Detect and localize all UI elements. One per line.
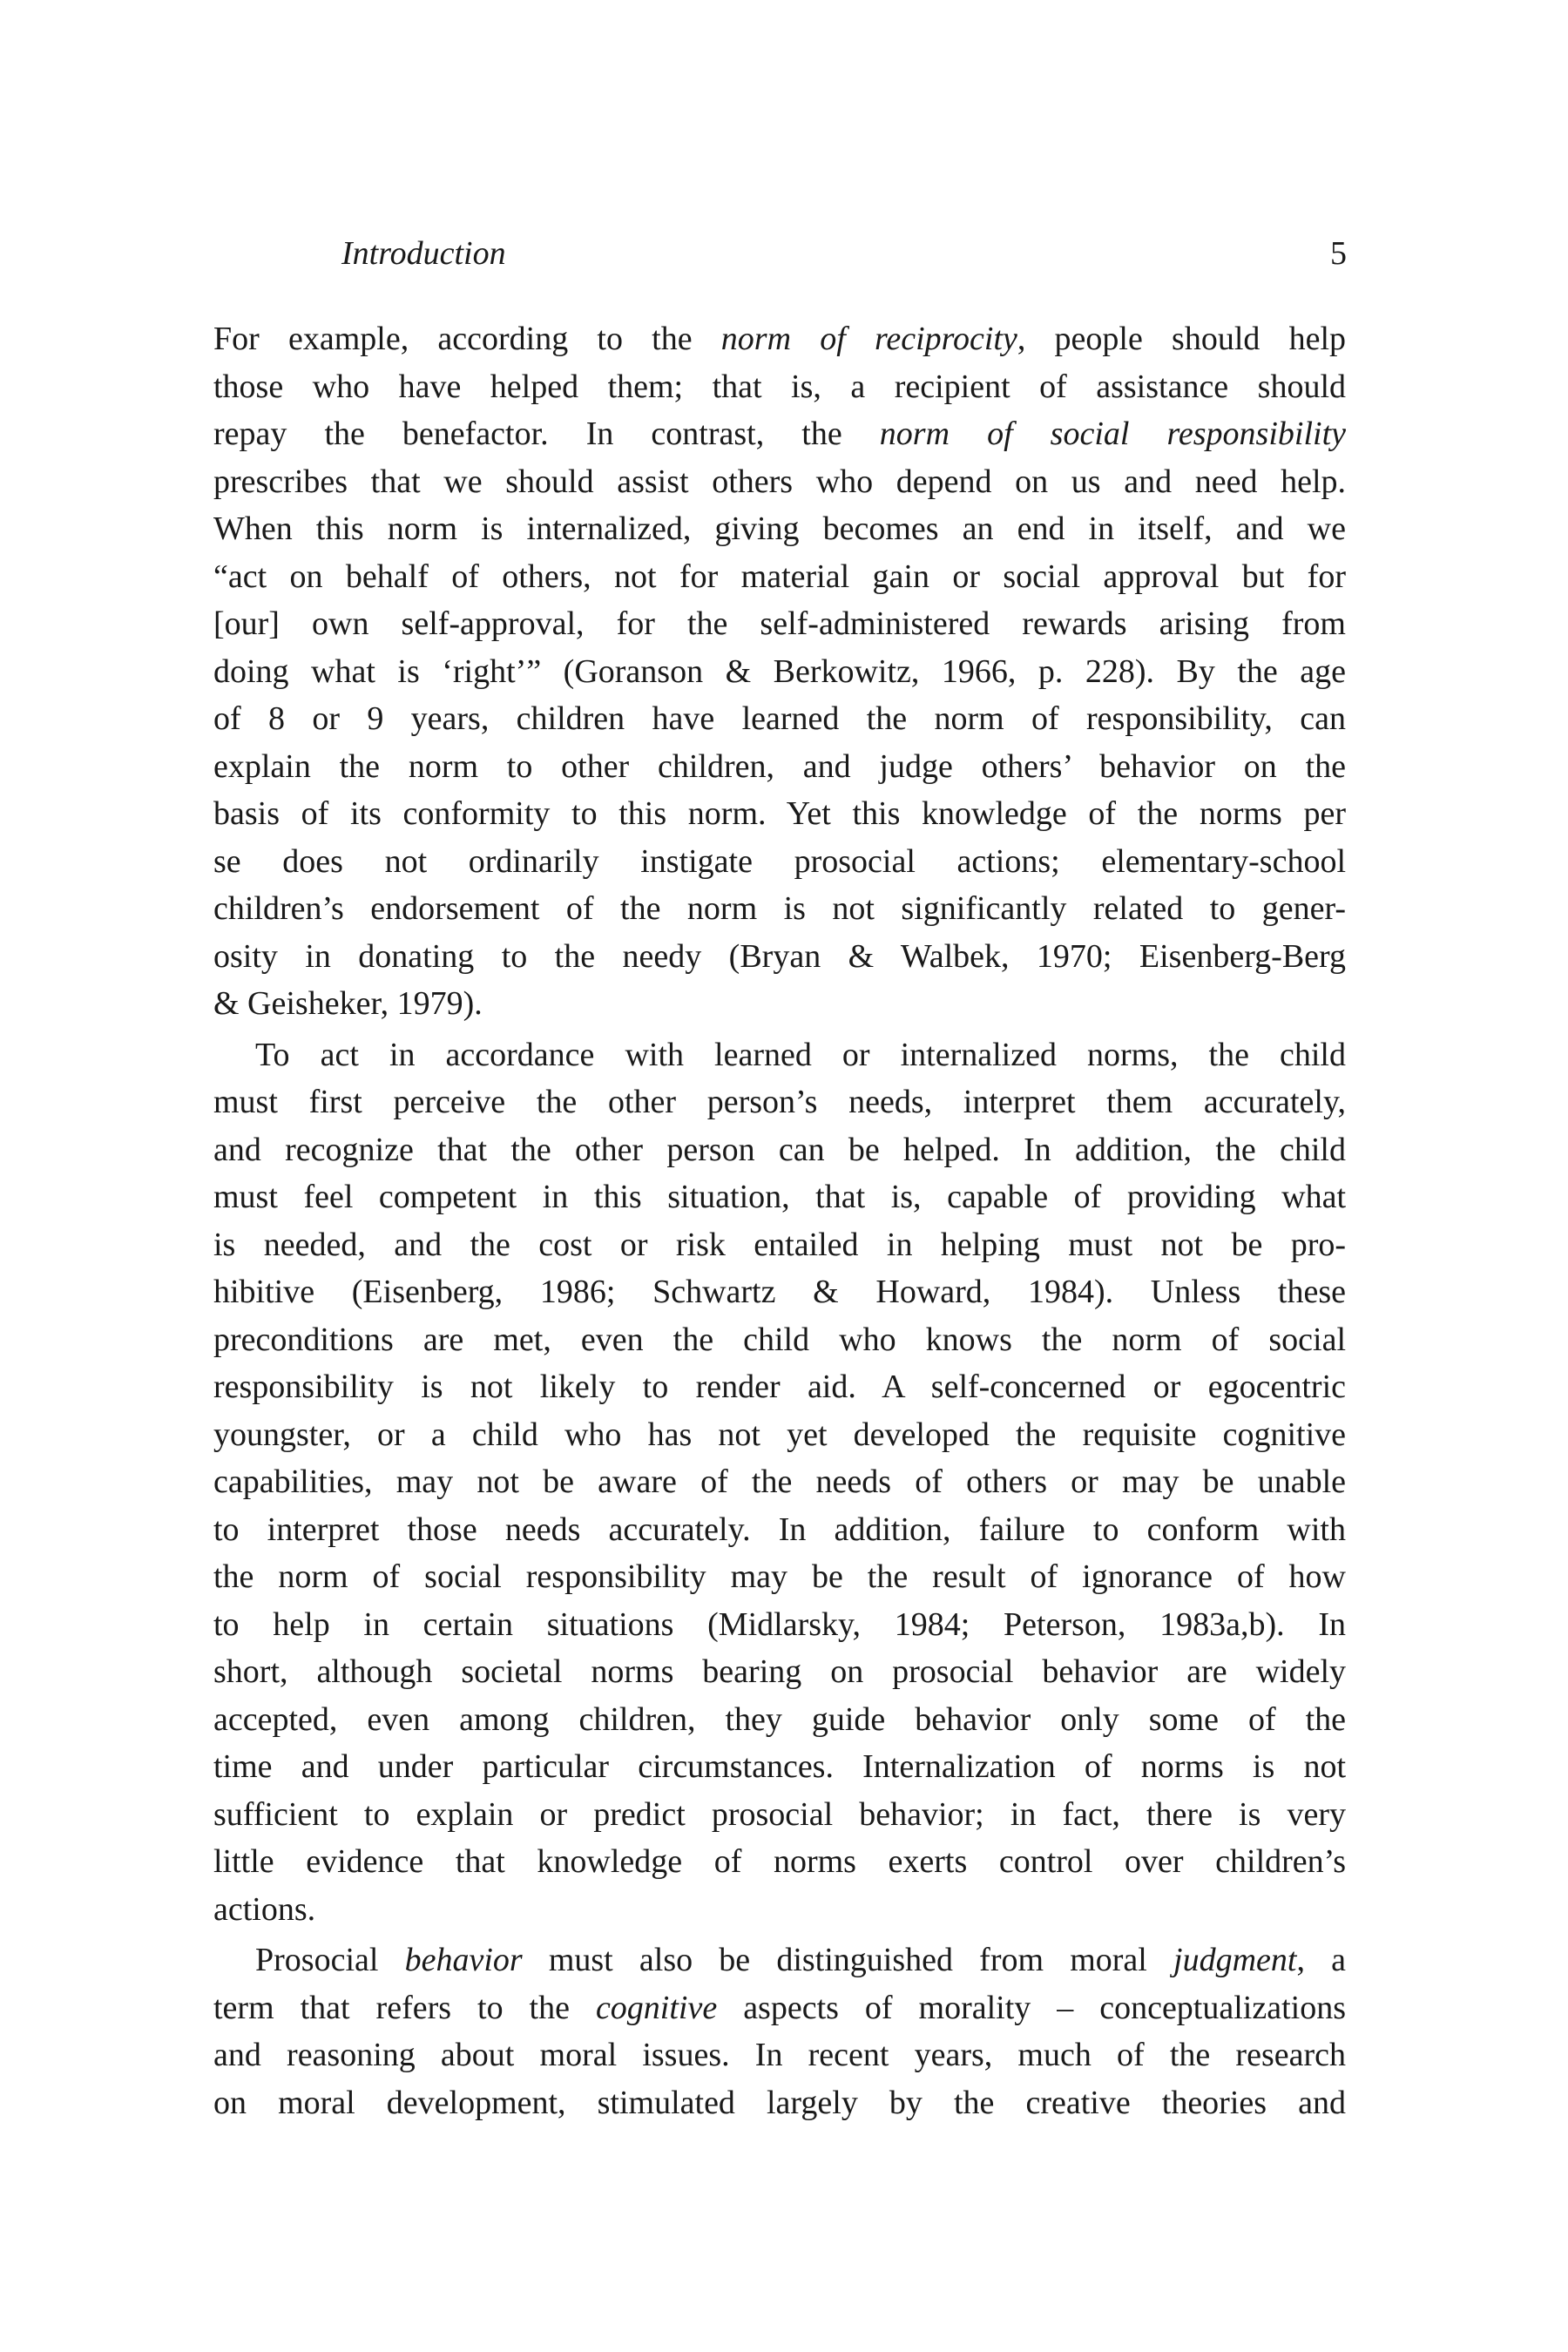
text-segment: those who have helped them; that is, a recipient of assistance should bbox=[213, 368, 1346, 405]
text-segment: responsibility is not likely to render aid. A self-concerned or egocentric bbox=[213, 1369, 1346, 1405]
text-line bbox=[213, 1126, 1346, 1174]
text-line bbox=[213, 1696, 1346, 1744]
text-line bbox=[213, 1363, 1346, 1411]
text-line bbox=[213, 1173, 1346, 1221]
text-segment: To act in accordance with learned or internalized norms, the child bbox=[255, 1036, 1346, 1073]
text-segment: accepted, even among children, they guide behavior only some of the bbox=[213, 1700, 1346, 1738]
text-segment: For example, according to the bbox=[213, 321, 721, 357]
text-line bbox=[213, 1743, 1346, 1791]
text-segment: must feel competent in this situation, that is, capable of providing what bbox=[213, 1179, 1346, 1215]
text-segment: & Geisheker, 1979). bbox=[213, 985, 483, 1022]
text-segment: , people should help bbox=[1017, 321, 1347, 357]
text-line bbox=[213, 1221, 1346, 1269]
text-line bbox=[213, 1031, 1346, 1079]
text-segment: preconditions are met, even the child who knows the norm of social bbox=[213, 1321, 1346, 1358]
text-segment: “act on behalf of others, not for material gain or social approval but for bbox=[213, 558, 1346, 595]
text-segment: must first perceive the other person’s needs, interpret them accurately, bbox=[213, 1084, 1346, 1120]
text-line bbox=[213, 1886, 1346, 1934]
text-segment: on moral development, stimulated largely by the creative theories and bbox=[213, 2084, 1346, 2121]
text-segment: and reasoning about moral issues. In recent years, much of the research bbox=[213, 2037, 1346, 2073]
text-line bbox=[213, 2079, 1346, 2127]
text-segment: of 8 or 9 years, children have learned the norm of responsibility, can bbox=[213, 700, 1346, 737]
text-line bbox=[213, 1936, 1346, 1984]
text-segment: must also be distinguished from moral bbox=[522, 1942, 1174, 1978]
text-segment: When this norm is internalized, giving becomes an end in itself, and we bbox=[213, 510, 1346, 547]
paragraph bbox=[213, 315, 1346, 1028]
italic-text: judgment bbox=[1173, 1942, 1297, 1978]
running-head-title: Introduction bbox=[341, 235, 506, 272]
text-line bbox=[213, 743, 1346, 791]
text-line bbox=[213, 790, 1346, 838]
text-line bbox=[213, 2031, 1346, 2079]
text-segment: repay the benefactor. In contrast, the bbox=[213, 416, 880, 452]
text-segment: short, although societal norms bearing on prosocial behavior are widely bbox=[213, 1653, 1346, 1690]
text-line bbox=[213, 553, 1346, 601]
italic-text: cognitive bbox=[595, 1989, 718, 2026]
text-segment: the norm of social responsibility may be the result of ignorance of how bbox=[213, 1558, 1346, 1595]
text-segment: to interpret those needs accurately. In addition, failure to conform with bbox=[213, 1511, 1346, 1548]
text-line bbox=[213, 1601, 1346, 1649]
text-segment: basis of its conformity to this norm. Yet this knowledge of the norms per bbox=[213, 795, 1346, 832]
text-segment: osity in donating to the needy (Bryan & Walbek, 1970; Eisenberg-Berg bbox=[213, 937, 1346, 975]
text-line bbox=[213, 1316, 1346, 1364]
text-line bbox=[213, 980, 1346, 1028]
text-segment: Prosocial bbox=[255, 1942, 405, 1978]
text-line bbox=[213, 885, 1346, 933]
text-segment: doing what is ‘right’” (Goranson & Berkowitz, 1966, p. 228). By the age bbox=[213, 652, 1346, 690]
text-line bbox=[213, 363, 1346, 411]
text-segment: term that refers to the bbox=[213, 1989, 596, 2026]
text-line bbox=[213, 315, 1346, 363]
text-line bbox=[213, 1791, 1346, 1839]
text-line bbox=[213, 1648, 1346, 1696]
text-segment: aspects of morality – conceptualizations bbox=[717, 1989, 1346, 2026]
text-line bbox=[213, 1411, 1346, 1459]
text-line bbox=[213, 410, 1346, 458]
paragraph bbox=[213, 1936, 1346, 2126]
text-line bbox=[213, 1078, 1346, 1126]
text-line bbox=[213, 933, 1346, 981]
text-line bbox=[213, 1838, 1346, 1886]
text-segment: sufficient to explain or predict prosocial behavior; in fact, there is very bbox=[213, 1795, 1346, 1833]
text-segment: children’s endorsement of the norm is not significantly related to gener- bbox=[213, 890, 1346, 927]
paragraph bbox=[213, 1031, 1346, 1934]
text-line bbox=[213, 1458, 1346, 1506]
text-segment: time and under particular circumstances. Internalization of norms is not bbox=[213, 1748, 1346, 1785]
text-segment: , a bbox=[1296, 1942, 1346, 1978]
text-segment: youngster, or a child who has not yet developed the requisite cognitive bbox=[213, 1416, 1346, 1453]
text-segment: and recognize that the other person can be helped. In addition, the child bbox=[213, 1131, 1346, 1168]
text-segment: is needed, and the cost or risk entailed in helping must not be pro- bbox=[213, 1226, 1346, 1263]
italic-text: norm of social responsibility bbox=[879, 416, 1346, 452]
text-segment: se does not ordinarily instigate prosocial actions; elementary-school bbox=[213, 842, 1346, 880]
text-line bbox=[213, 458, 1346, 506]
body-text bbox=[213, 315, 1346, 2126]
text-segment: hibitive (Eisenberg, 1986; Schwartz & Howard, 1984). Unless these bbox=[213, 1274, 1346, 1310]
text-segment: explain the norm to other children, and judge others’ behavior on the bbox=[213, 747, 1346, 785]
text-segment: little evidence that knowledge of norms exerts control over children’s bbox=[213, 1843, 1346, 1880]
text-line bbox=[213, 505, 1346, 553]
text-line bbox=[213, 1984, 1346, 2032]
text-segment: actions. bbox=[213, 1890, 316, 1928]
text-line bbox=[213, 1268, 1346, 1316]
text-segment: prescribes that we should assist others who depend on us and need help. bbox=[213, 463, 1346, 500]
text-line bbox=[213, 600, 1346, 648]
text-segment: capabilities, may not be aware of the needs of others or may be unable bbox=[213, 1463, 1346, 1500]
text-line bbox=[213, 838, 1346, 886]
page-number: 5 bbox=[1330, 235, 1347, 272]
text-line bbox=[213, 1553, 1346, 1601]
italic-text: norm of reciprocity bbox=[720, 321, 1017, 357]
text-segment: to help in certain situations (Midlarsky, 1984; Peterson, 1983a,b). In bbox=[213, 1605, 1346, 1643]
text-line bbox=[213, 695, 1346, 743]
text-line bbox=[213, 1506, 1346, 1554]
italic-text: behavior bbox=[404, 1942, 523, 1978]
text-segment: [our] own self-approval, for the self-administered rewards arising from bbox=[213, 605, 1346, 642]
text-line bbox=[213, 648, 1346, 696]
